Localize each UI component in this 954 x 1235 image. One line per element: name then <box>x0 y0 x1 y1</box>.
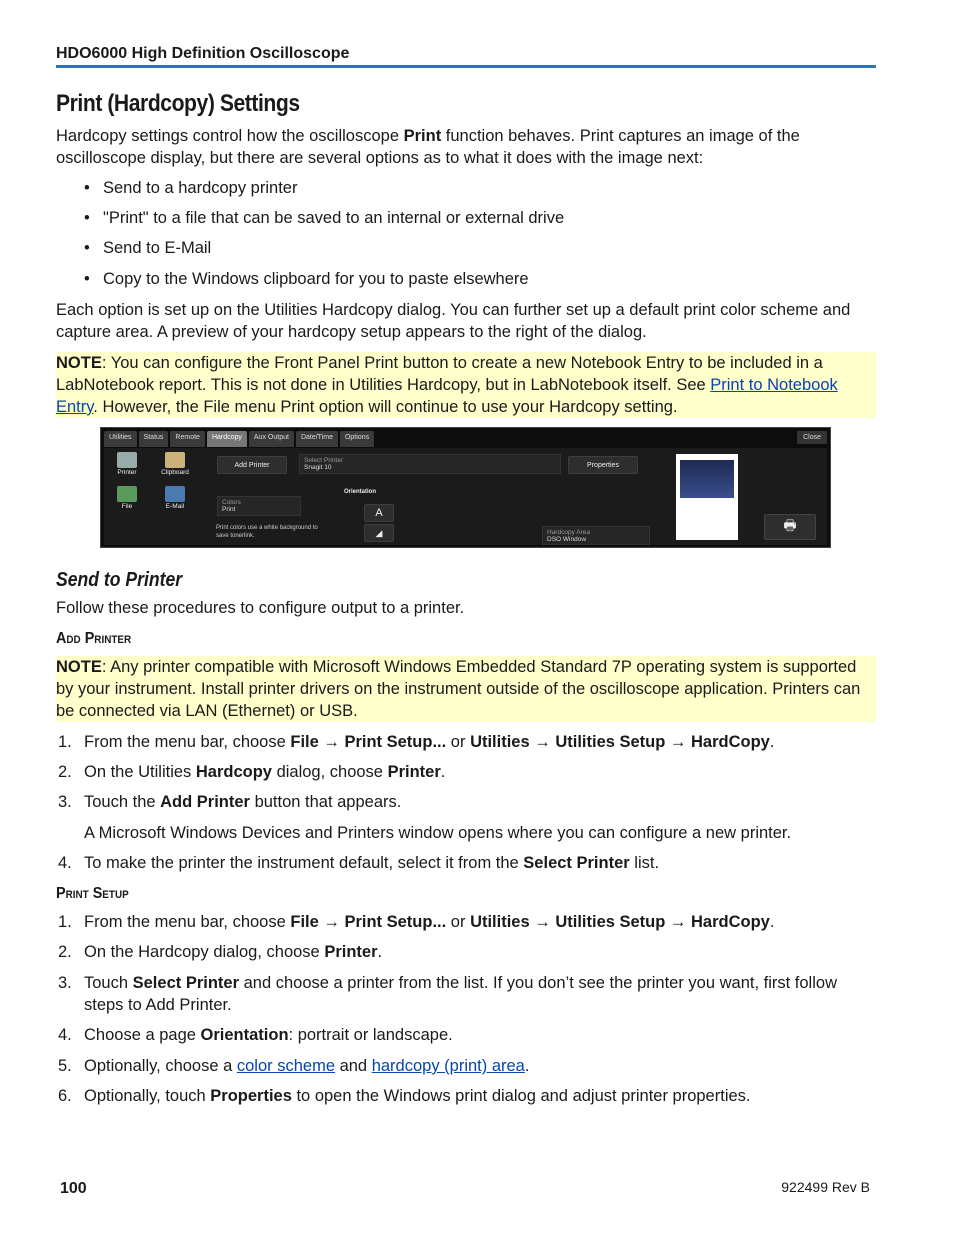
tab-aux-output[interactable]: Aux Output <box>249 431 294 447</box>
tab-status[interactable]: Status <box>139 431 169 447</box>
list-item: 2. On the Utilities Hardcopy dialog, choose Printer. <box>58 763 446 781</box>
list-item: 3. Touch the Add Printer button that appears. <box>58 793 402 811</box>
hardcopy-area-link[interactable]: hardcopy (print) area <box>371 1057 525 1075</box>
portrait-orientation-icon[interactable]: A <box>364 504 394 522</box>
list-item: 4. To make the printer the instrument default, select it from the Select Printer list. <box>58 854 660 872</box>
list-item: 1. From the menu bar, choose File → Print Setup... or Utilities → Utilities Setup → HardCopy. <box>58 913 775 931</box>
hardcopy-dialog-screenshot <box>100 427 831 548</box>
landscape-orientation-icon[interactable]: ◢ <box>364 524 394 542</box>
list-item: 3. Touch Select Printer and choose a printer from the list. If you don’t see the printer you want, first follow steps to Add Printer. <box>58 974 837 1014</box>
select-printer-field[interactable]: Select Printer Snagit 10 <box>299 454 561 474</box>
list-item: • Copy to the Windows clipboard for you to paste elsewhere <box>84 270 529 289</box>
intro-paragraph: Hardcopy settings control how the oscilloscope Print function behaves. Print captures an image of the oscilloscope display, but there are several options as to what it does with the image next: <box>56 127 800 167</box>
file-button[interactable]: File <box>110 486 144 514</box>
page-title: Print (Hardcopy) Settings <box>56 90 300 117</box>
preview-image <box>680 460 734 498</box>
hardcopy-area-field[interactable]: Hardcopy Area DSO Window <box>542 526 650 545</box>
running-header: HDO6000 High Definition Oscilloscope <box>56 45 350 62</box>
print-icon: 🖶 <box>783 517 797 533</box>
subheading-print-setup: Print Setup <box>56 885 129 902</box>
tab-date-time[interactable]: Date/Time <box>296 431 338 447</box>
note-box: NOTE: Any printer compatible with Microsoft Windows Embedded Standard 7P operating system is supported by your instrument. Install printer drivers on the instrument outside of the oscilloscope application. Printers can be connected via LAN (Ethernet) or USB. <box>56 656 876 722</box>
list-item: 5. Optionally, choose a color scheme and hardcopy (print) area. <box>58 1057 530 1075</box>
list-item: 4. Choose a page Orientation: portrait or landscape. <box>58 1026 453 1044</box>
email-button[interactable]: E-Mail <box>158 486 192 514</box>
list-item: 6. Optionally, touch Properties to open the Windows print dialog and adjust printer properties. <box>58 1087 751 1105</box>
file-icon <box>117 486 137 502</box>
note-box: NOTE: You can configure the Front Panel Print button to create a new Notebook Entry to be included in a LabNotebook report. This is not done in Utilities Hardcopy, but in LabNotebook itself. See Print to Notebook Entry. However, the File menu Print option will continue to use your Hardcopy setting. <box>56 352 876 418</box>
hardcopy-panel <box>104 448 827 545</box>
section-heading-send-to-printer: Send to Printer <box>56 569 183 591</box>
subheading-add-printer: Add Printer <box>56 630 132 647</box>
color-scheme-link[interactable]: color scheme <box>236 1057 335 1075</box>
clipboard-button[interactable]: Clipboard <box>158 452 192 480</box>
document-revision: 922499 Rev B <box>781 1179 870 1195</box>
tab-hardcopy[interactable]: Hardcopy <box>207 431 247 447</box>
list-item: • Send to a hardcopy printer <box>84 179 297 198</box>
printer-button[interactable]: Printer <box>110 452 144 480</box>
tab-utilities[interactable]: Utilities <box>104 431 137 447</box>
clipboard-icon <box>165 452 185 468</box>
page-number: 100 <box>60 1180 87 1197</box>
add-printer-button[interactable]: Add Printer <box>217 456 287 474</box>
properties-button[interactable]: Properties <box>568 456 638 474</box>
print-button[interactable] <box>764 514 816 540</box>
list-item: • "Print" to a file that can be saved to an internal or external drive <box>84 209 564 228</box>
email-icon <box>165 486 185 502</box>
list-item: • Send to E-Mail <box>84 239 211 258</box>
orientation-label: Orientation <box>344 489 377 495</box>
close-button[interactable]: Close <box>797 431 827 444</box>
options-paragraph: Each option is set up on the Utilities Hardcopy dialog. You can further set up a default print color scheme and capture area. A preview of your hardcopy setup appears to the right of the dialog. <box>56 301 851 341</box>
tab-remote[interactable]: Remote <box>170 431 205 447</box>
send-to-printer-intro: Follow these procedures to configure output to a printer. <box>56 599 465 617</box>
header-rule <box>56 65 876 68</box>
dialog-tabs <box>104 431 374 447</box>
tab-options[interactable]: Options <box>340 431 374 447</box>
print-to-notebook-link[interactable]: Print to Notebook Entry <box>56 376 838 416</box>
printer-icon <box>117 452 137 468</box>
colors-field[interactable]: Colors Print <box>217 496 301 516</box>
list-item-note: A Microsoft Windows Devices and Printers window opens where you can configure a new printer. <box>84 824 792 842</box>
list-item: 2. On the Hardcopy dialog, choose Printer. <box>58 943 383 961</box>
list-item: 1. From the menu bar, choose File → Print Setup... or Utilities → Utilities Setup → HardCopy. <box>58 733 775 751</box>
colors-hint: Print colors use a white background to save tonerlink. <box>216 525 318 539</box>
hardcopy-preview <box>676 454 738 540</box>
